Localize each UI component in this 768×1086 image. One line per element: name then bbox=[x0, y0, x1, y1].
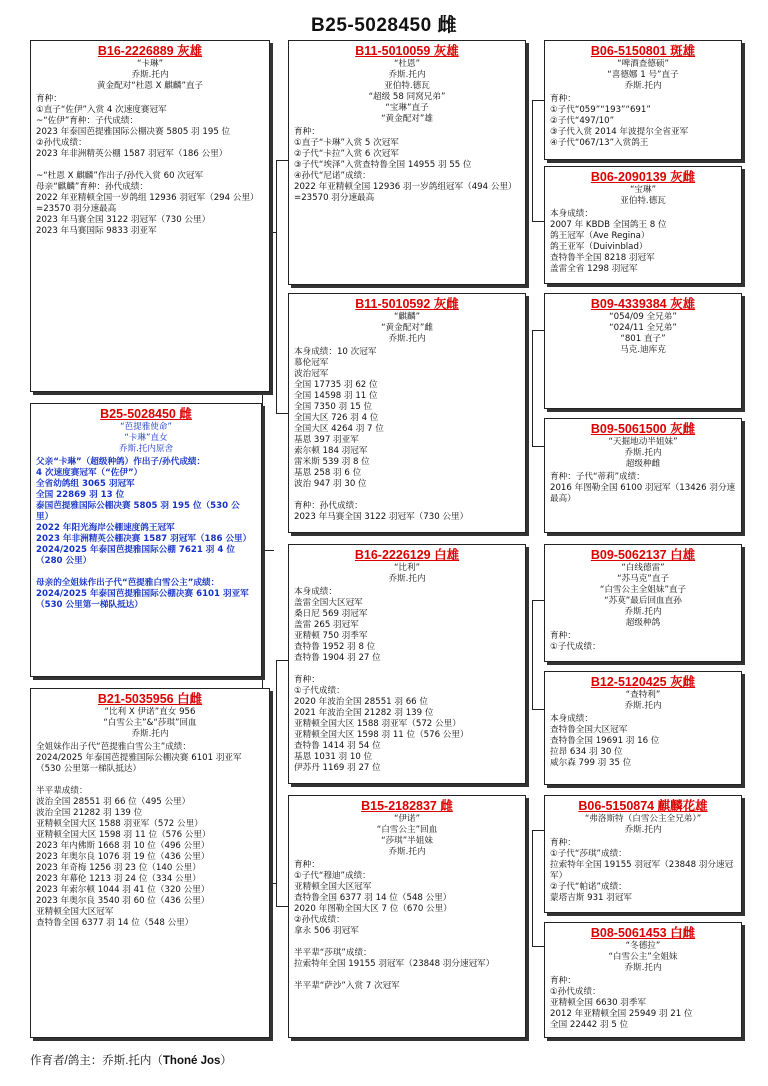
dds-line-1: “弗洛斯特（白雪公主全兄弟）” bbox=[584, 814, 702, 824]
dsd-body: 本身成绩： 查特鲁全国大区冠军 查特鲁全国 19691 羽 16 位 拉昂 634 羽 30 位 威尔森 799 羽 35 位 bbox=[550, 714, 660, 768]
sdd-body: 育种：子代“蒂莉”成绩： 2016 年图勒全国 6100 羽冠军（13426 羽分速最高） bbox=[550, 472, 736, 504]
dd-line-1: “伊诺” bbox=[393, 814, 421, 824]
sds-line-2: “024/11 全兄弟” bbox=[609, 323, 677, 333]
sd-card bbox=[288, 293, 526, 533]
sss-card bbox=[544, 40, 742, 160]
breeder-credit bbox=[30, 1052, 232, 1068]
sdd-line-3: 超级种雌 bbox=[625, 459, 661, 469]
dam-body: 全姐妹作出子代“芭提雅白雪公主”成绩： 2024/2025 年泰国芭提雅国际公棚决赛 6101 羽亚军（530 公里第一梯队抵达） 半平辈成绩： 波治全国 28551 羽 66 位（495 公里） 波治全国 21282 羽 139 位 亚精顿全国大区 1588 羽亚军（572 公里） 亚精顿全国大区 1598 羽 11 位（576 公里） 2023 年内佛斯 1668 羽 10 位（496 公里） 2023 年奥尔良 1076 羽 19 位（436 公里） 2023 年奇梅 1256 羽 23 位（140 公里） 2023 年幕伦 1213 羽 24 位（334 公里） 2023 年索尔顿 1044 羽 41 位（320 公里） 2023 年奥尔良 3540 羽 60 位（436 公里） 亚精顿全国大区冠军 查特鲁全国 6377 羽 14 位（548 公里） bbox=[36, 742, 242, 928]
breeder-close: ） bbox=[220, 1055, 232, 1067]
dss-line-3: “白雪公主全姐妹”直子 bbox=[599, 585, 687, 595]
ss-line-6: “黄金配对”雄 bbox=[381, 114, 433, 124]
ds-body: 本身成绩： 盖雷全国大区冠军 桑日尼 569 羽冠军 盖雷 265 羽冠军 亚精顿 750 羽季军 查特鲁 1952 羽 8 位 查特鲁 1904 羽 27 位 育种： ①子代成绩： 2020 年波治全国 28551 羽 66 位 2021 年波治全国 21282 羽 139 位 亚精顿全国大区 1588 羽亚军（572 公里） 亚精顿全国大区 1598 羽 11 位（576 公里） 查特鲁 1414 羽 54 位 基恩 1031 羽 10 位 伊苏丹 1169 羽 27 位 bbox=[294, 587, 469, 773]
dam-line-1: “比利 X 伊诺”直女 956 bbox=[104, 707, 196, 717]
dss-line-2: “苏马克”直子 bbox=[617, 574, 669, 584]
dss-card bbox=[544, 544, 742, 662]
sds-ring: B09-4339384 灰雄 bbox=[590, 297, 696, 311]
ssd-body: 本身成绩： 2007 年 KBDB 全国鸽王 8 位 鸽王冠军（Ave Regina） 鸽王亚军（Duivinblad） 查特鲁半全国 8218 羽冠军 盖雷全省 1298 羽冠军 bbox=[550, 209, 667, 274]
sire-ring: B16-2226889 灰雄 bbox=[97, 44, 203, 58]
dds-line-2: 乔斯.托内 bbox=[624, 825, 662, 835]
ds-card bbox=[288, 544, 526, 784]
subject-line-2: “卡琳”直女 bbox=[124, 433, 168, 443]
connector-subject-stub bbox=[262, 550, 274, 551]
ssd-ring: B06-2090139 灰雌 bbox=[590, 170, 696, 184]
dd-ring: B15-2182837 雌 bbox=[361, 799, 453, 813]
sd-line-3: 乔斯.托内 bbox=[388, 334, 426, 344]
dam-line-2: “白雪公主”&“莎琪”回血 bbox=[103, 718, 197, 728]
dam-line-3: 乔斯.托内 bbox=[131, 729, 169, 739]
ss-line-3: 亚伯特.德瓦 bbox=[384, 81, 430, 91]
ss-body: 育种： ①直子“卡琳”入赏 5 次冠军 ②子代“卡拉”入赏 6 次冠军 ③子代“埃泽”入赏查特鲁全国 14955 羽 55 位 ④孙代“尼诺”成绩： 2022 年亚精顿全国 12936 羽一岁鸽组冠军（494 公里） =23570 羽分速最高 bbox=[294, 127, 517, 203]
ds-ring: B16-2226129 白雄 bbox=[354, 548, 460, 562]
sd-body: 本身成绩：10 次冠军 慕伦冠军 波治冠军 全国 17735 羽 62 位 全国 14598 羽 11 位 全国 7350 羽 15 位 全国大区 726 羽 4 位 全国大区 4264 羽 7 位 基恩 397 羽亚军 索尔顿 184 羽冠军 雷米斯 539 羽 8 位 基恩 258 羽 6 位 波治 947 羽 30 位 育种：孙代成绩： 2023 年马赛全国 3122 羽冠军（730 公里） bbox=[294, 347, 469, 522]
dss-line-5: 乔斯.托内 bbox=[624, 607, 662, 617]
dds-body: 育种： ①子代“莎琪”成绩： 拉索特年全国 19155 羽冠军（23848 羽分速冠军） ②子代“帕诺”成绩： 蒙塔吉斯 931 羽冠军 bbox=[550, 838, 734, 903]
dd-line-4: 乔斯.托内 bbox=[388, 847, 426, 857]
dam-card bbox=[30, 688, 270, 1038]
dd-line-3: “莎琪”半姐妹 bbox=[381, 836, 433, 846]
ddd-body: 育种： ①孙代成绩： 亚精顿全国 6630 羽季军 2012 年亚精顿全国 25949 羽 21 位 全国 22442 羽 5 位 bbox=[550, 976, 693, 1030]
dss-line-6: 超级种鸽 bbox=[625, 618, 661, 628]
ddd-line-1: “冬德拉” bbox=[625, 941, 661, 951]
sd-line-2: “黄金配对”雌 bbox=[381, 323, 433, 333]
sds-line-1: “054/09 全兄弟” bbox=[609, 312, 677, 322]
sd-ring: B11-5010592 灰雌 bbox=[355, 297, 459, 311]
dsd-line-1: “查特利” bbox=[625, 690, 661, 700]
dss-body: 育种： ①子代成绩： bbox=[550, 631, 601, 652]
dsd-card bbox=[544, 671, 742, 785]
sss-line-3: 乔斯.托内 bbox=[624, 81, 662, 91]
ss-card bbox=[288, 40, 526, 285]
ddd-ring: B08-5061453 白雌 bbox=[590, 926, 696, 940]
dss-line-4: “苏莫”最后回血直孙 bbox=[604, 596, 682, 606]
ss-line-4: “超级 58 同窝兄弟” bbox=[368, 92, 446, 102]
ssd-line-2: 亚伯特.德瓦 bbox=[620, 196, 666, 206]
sds-line-4: 马克.迪库克 bbox=[620, 345, 666, 355]
dam-ring: B21-5035956 白雌 bbox=[97, 692, 203, 706]
dd-body: 育种： ①子代“穆迪”成绩： 亚精顿全国大区冠军 查特鲁全国 6377 羽 14 位（548 公里） 2020 年图勒全国大区 7 位（670 公里） ②孙代成绩： 拿永 506 羽冠军 半平辈“莎琪”成绩： 拉索特年全国 19155 羽冠军（23848 羽分速冠军） 半平辈“萨沙”入赏 7 次冠军 bbox=[294, 860, 495, 991]
ss-ring: B11-5010059 灰雄 bbox=[355, 44, 459, 58]
subject-card bbox=[30, 403, 262, 677]
ddd-line-3: 乔斯.托内 bbox=[624, 963, 662, 973]
dsd-ring: B12-5120425 灰雌 bbox=[590, 675, 696, 689]
ds-line-1: “比利” bbox=[393, 563, 421, 573]
ds-line-2: 乔斯.托内 bbox=[388, 574, 426, 584]
dds-card bbox=[544, 795, 742, 913]
dd-card bbox=[288, 795, 526, 1038]
subject-line-1: “芭提雅使命” bbox=[120, 422, 172, 432]
dsd-line-2: 乔斯.托内 bbox=[624, 701, 662, 711]
sdd-line-1: “天掘地动半姐妹” bbox=[608, 437, 678, 447]
sire-line-1: “卡琳” bbox=[136, 59, 164, 69]
ss-line-5: “宝琳”直子 bbox=[385, 103, 429, 113]
ss-line-2: 乔斯.托内 bbox=[388, 70, 426, 80]
dd-line-2: “白雪公主”回血 bbox=[376, 825, 438, 835]
sss-line-2: “喜德娜 1 号”直子 bbox=[607, 70, 679, 80]
ss-line-1: “杜恩” bbox=[393, 59, 421, 69]
sdd-line-2: 乔斯.托内 bbox=[624, 448, 662, 458]
sss-line-1: “啤酒查德硕” bbox=[617, 59, 669, 69]
sdd-ring: B09-5061500 灰雌 bbox=[590, 422, 696, 436]
sire-line-3: 黄金配对“杜恩 X 麒麟”直子 bbox=[96, 81, 204, 91]
sss-body: 育种： ①子代“059”“193”“691” ②子代“497/10” ③子代入赏 2014 年波提尔全省亚军 ④子代“067/13”入赏鸽王 bbox=[550, 94, 689, 148]
sss-ring: B06-5150801 斑雄 bbox=[590, 44, 696, 58]
sd-line-1: “麒麟” bbox=[393, 312, 421, 322]
sire-body: 育种： ①直子“佐伊”入赏 4 次速度赛冠军 ~“佐伊”育种：子代成绩： 2023 年泰国芭提雅国际公棚决赛 5805 羽 195 位 ②孙代成绩： 2023 年非洲精英公棚 1587 羽冠军（186 公里） ~“杜恩 X 麒麟”作出子/孙代入赏 60 次冠军 母亲“麒麟”育种：孙代成绩： 2022 年亚精顿全国一岁鸽组 12936 羽冠军（294 公里） =23570 羽分速最高 2023 年马赛全国 3122 羽冠军（730 公里） 2023 年马赛国际 9833 羽亚军 bbox=[36, 94, 259, 236]
subject-body: 父亲“卡琳”（超级种鸽）作出子/孙代成绩： 4 次速度赛冠军（“佐伊”） 全省幼鸽组 3065 羽冠军 全国 22869 羽 13 位 泰国芭提雅国际公棚决赛 5805 羽 195 位（530 公里） 2022 年阳光海岸公棚速度鸽王冠军 2023 年非洲精英公棚决赛 1587 羽冠军（186 公里） 2024/2025 年泰国芭提雅国际公棚 7621 羽 4 位（280 公里） 母亲的全姐妹作出子代“芭提雅白雪公主”成绩： 2024/2025 年泰国芭提雅国际公棚决赛 6101 羽亚军（530 公里第一梯队抵达） bbox=[36, 457, 252, 610]
sds-card bbox=[544, 293, 742, 409]
ssd-card bbox=[544, 166, 742, 284]
subject-ring: B25-5028450 雌 bbox=[100, 407, 192, 421]
ddd-line-2: “白雪公主”全姐妹 bbox=[608, 952, 678, 962]
dss-line-1: “白线德雷” bbox=[621, 563, 665, 573]
sdd-card bbox=[544, 418, 742, 533]
sire-line-2: 乔斯.托内 bbox=[131, 70, 169, 80]
page-title: B25-5028450 雌 bbox=[311, 15, 457, 36]
breeder-name: Thoné Jos bbox=[162, 1055, 221, 1067]
sds-line-3: “801 直子” bbox=[620, 334, 666, 344]
ssd-line-1: “宝琳” bbox=[629, 185, 657, 195]
dss-ring: B09-5062137 白雄 bbox=[590, 548, 696, 562]
breeder-label: 作育者/鸽主：乔斯.托内（ bbox=[30, 1055, 163, 1067]
sire-card bbox=[30, 40, 270, 392]
dds-ring: B06-5150874 麒麟花雄 bbox=[578, 799, 708, 813]
subject-line-3: 乔斯.托内原舍 bbox=[118, 444, 174, 454]
ddd-card bbox=[544, 922, 742, 1038]
